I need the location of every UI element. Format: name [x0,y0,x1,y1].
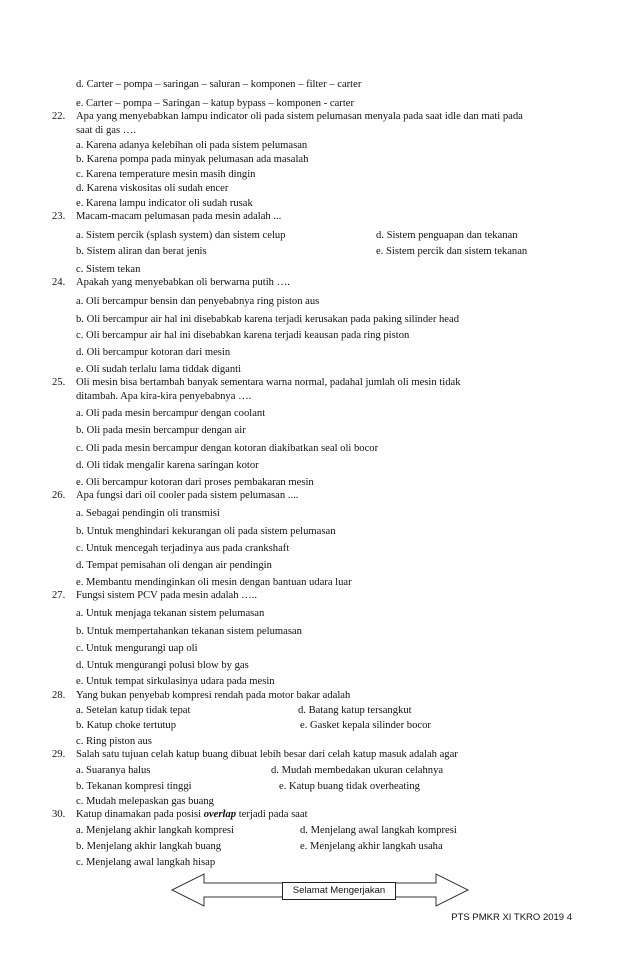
question-number: 26. [52,490,66,501]
answer-option: b. Sistem aliran dan berat jenis [76,246,207,257]
answer-option: b. Untuk menghindari kekurangan oli pada sistem pelumasan [76,526,336,537]
question-text-part: terjadi pada saat [236,809,308,820]
answer-option: b. Oli pada mesin bercampur dengan air [76,425,246,436]
answer-option: e. Menjelang akhir langkah usaha [300,841,443,852]
question-number: 30. [52,809,66,820]
answer-option: c. Sistem tekan [76,264,141,275]
question-text [76,808,308,821]
answer-option: c. Mudah melepaskan gas buang [76,796,214,807]
answer-option: d. Oli tidak mengalir karena saringan kotor [76,460,259,471]
answer-option: a. Oli bercampur bensin dan penyebabnya ring piston aus [76,296,320,307]
answer-option: c. Karena temperature mesin masih dingin [76,169,256,180]
page-footer: PTS PMKR XI TKRO 2019 4 [451,912,572,923]
answer-option: a. Setelan katup tidak tepat [76,705,191,716]
answer-option: e. Carter – pompa – Saringan – katup bypass – komponen - carter [76,98,355,109]
answer-option: b. Menjelang akhir langkah buang [76,841,222,852]
answer-option: b. Untuk mempertahankan tekanan sistem pelumasan [76,626,302,637]
emphasis-term: overlap [203,809,237,820]
answer-option: d. Carter – pompa – saringan – saluran – komponen – filter – carter [76,79,362,90]
answer-option: e. Oli bercampur kotoran dari proses pembakaran mesin [76,477,314,488]
answer-option: e. Karena lampu indicator oli sudah rusak [76,198,253,209]
answer-option: a. Suaranya halus [76,765,151,776]
answer-option: e. Gasket kepala silinder bocor [300,720,431,731]
answer-option: a. Karena adanya kelebihan oli pada sistem pelumasan [76,140,308,151]
answer-option: c. Oli pada mesin bercampur dengan kotoran diakibatkan seal oli bocor [76,443,379,454]
answer-option: a. Untuk menjaga tekanan sistem pelumasan [76,608,265,619]
answer-option: e. Membantu mendinginkan oli mesin dengan bantuan udara luar [76,577,352,588]
question-number: 29. [52,749,66,760]
answer-option: ditambah. Apa kira-kira penyebabnya …. [76,391,252,402]
question-number: 22. [52,111,66,122]
answer-option: d. Mudah membedakan ukuran celahnya [271,765,444,776]
answer-option: a. Menjelang akhir langkah kompresi [76,825,234,836]
answer-option: d. Menjelang awal langkah kompresi [300,825,457,836]
answer-option: a. Sistem percik (splash system) dan sistem celup [76,230,286,241]
question-text-part: Katup dinamakan pada posisi [76,809,204,820]
answer-option: c. Untuk mengurangi uap oli [76,643,198,654]
answer-option: b. Tekanan kompresi tinggi [76,781,192,792]
question-text: Oli mesin bisa bertambah banyak sementara warna normal, padahal jumlah oli mesin tidak [76,377,461,388]
question-text: Yang bukan penyebab kompresi rendah pada motor bakar adalah [76,690,351,701]
question-number: 28. [52,690,66,701]
answer-option: d. Oli bercampur kotoran dari mesin [76,347,231,358]
answer-option: d. Tempat pemisahan oli dengan air pendingin [76,560,272,571]
answer-option: saat di gas …. [76,125,137,136]
answer-option: d. Karena viskositas oli sudah encer [76,183,229,194]
question-text: Macam-macam pelumasan pada mesin adalah ... [76,211,282,222]
question-number: 23. [52,211,66,222]
question-number: 24. [52,277,66,288]
answer-option: c. Menjelang awal langkah hisap [76,857,216,868]
answer-option: c. Untuk mencegah terjadinya aus pada crankshaft [76,543,290,554]
question-text: Apa yang menyebabkan lampu indicator oli pada sistem pelumasan menyala pada saat idle dan mati pada [76,111,523,122]
answer-option: e. Untuk tempat sirkulasinya udara pada mesin [76,676,275,687]
answer-option: d. Untuk mengurangi polusi blow by gas [76,660,249,671]
closing-banner-text: Selamat Mengerjakan [282,882,396,900]
answer-option: d. Sistem penguapan dan tekanan [376,230,518,241]
answer-option: b. Oli bercampur air hal ini disebabkab karena terjadi kerusakan pada paking silinder head [76,314,459,325]
answer-option: a. Sebagai pendingin oli transmisi [76,508,220,519]
question-number: 27. [52,590,66,601]
question-text: Apa fungsi dari oil cooler pada sistem pelumasan .... [76,490,299,501]
question-number: 25. [52,377,66,388]
answer-option: c. Ring piston aus [76,736,152,747]
answer-option: d. Batang katup tersangkut [298,705,412,716]
answer-option: b. Karena pompa pada minyak pelumasan ada masalah [76,154,309,165]
answer-option: b. Katup choke tertutup [76,720,177,731]
answer-option: e. Sistem percik dan sistem tekanan [376,246,528,257]
question-text: Apakah yang menyebabkan oli berwarna putih …. [76,277,290,288]
question-text: Salah satu tujuan celah katup buang dibuat lebih besar dari celah katup masuk adalah agar [76,749,458,760]
answer-option: a. Oli pada mesin bercampur dengan coolant [76,408,266,419]
answer-option: e. Oli sudah terlalu lama tiddak diganti [76,364,242,375]
answer-option: e. Katup buang tidak overheating [279,781,420,792]
question-text: Fungsi sistem PCV pada mesin adalah ….. [76,590,258,601]
answer-option: c. Oli bercampur air hal ini disebabkan karena terjadi keausan pada ring piston [76,330,410,341]
